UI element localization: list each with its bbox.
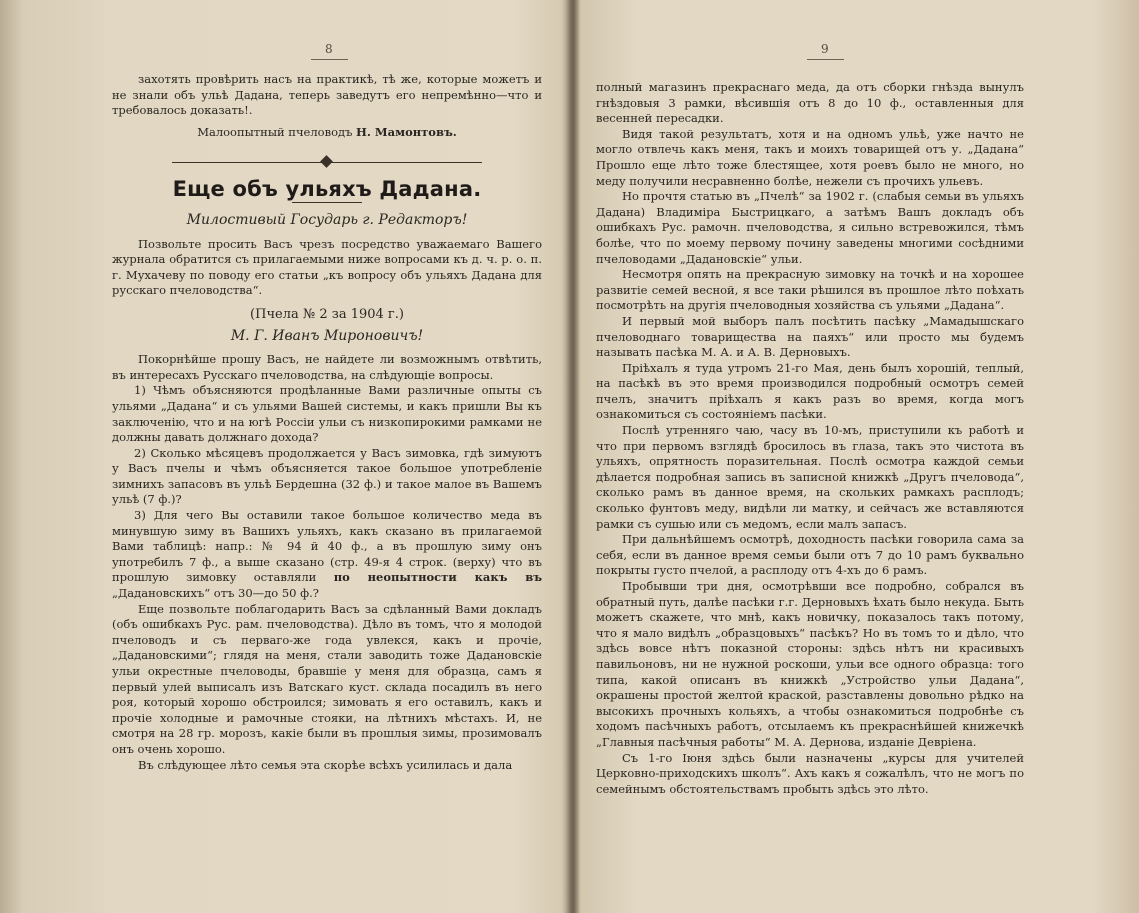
paragraph: Видя такой результатъ, хотя и на одномъ ульѣ, уже начто не могло отвлечь какъ меня, такъ и моихъ товарищей отъ у. „Дадана“ Прошло еще лѣто тоже блестящее, хотя роевъ было не много, но меду получили несравненно болѣе, нежели съ прочихъ ульевъ. [596, 126, 1024, 188]
paragraph: Пріѣхалъ я туда утромъ 21-го Мая, день былъ хорошій, теплый, на пасѣкѣ въ это время производился подробный осмотръ семей пчелъ, значитъ пріѣхалъ я какъ разъ во время, когда могъ ознакомиться съ состояніемъ пасѣки. [596, 360, 1024, 422]
paragraph: Покорнѣйше прошу Васъ, не найдете ли возможнымъ отвѣтить, въ интересахъ Русскаго пчеловодства, на слѣдующіе вопросы. [112, 352, 542, 382]
right-text-column [596, 80, 1024, 797]
diamond-icon [320, 156, 333, 169]
paragraph: Послѣ утренняго чаю, часу въ 10-мъ, приступили къ работѣ и что при первомъ взглядѣ бросилось въ глаза, такъ это чистота въ ульяхъ, опрятность поразительная. Послѣ осмотра каждой семьи дѣлается подробная запись въ записной книжкѣ „Другъ пчеловода“, сколько рамъ въ данное время, на скольких рамкахъ расплодъ; сколько фунтовъ меду, видѣли ли матку, и сейчасъ же вставляются рамки съ сушью или съ медомъ, если малъ запасъ. [596, 423, 1024, 531]
signature [112, 125, 542, 141]
title-rule [292, 202, 362, 203]
question-1: 1) Чѣмъ объясняются продѣланные Вами различные опыты съ ульями „Дадана“ и съ ульями Вашей системы, и какъ пришли Вы къ заключенію, что и на югѣ Россіи ульи съ низкопирокими рамками не должны давать должнаго дохода? [112, 383, 542, 445]
page-number: 8 [325, 42, 334, 56]
page-number: 9 [821, 42, 830, 56]
left-text-column [112, 72, 542, 773]
intro-paragraph: захотять провѣрить насъ на практикѣ, тѣ же, которые можетъ и не знали объ ульѣ Дадана, теперь заведутъ его непремѣнно—что и требовалось доказать!. [112, 72, 542, 118]
question-3-bold: по неопытности какъ въ [333, 570, 543, 585]
paragraph: Пробывши три дня, осмотрѣвши все подробно, собрался въ обратный путь, далѣе пасѣки г.г. Дерновыхъ ѣхать было некуда. Быть можетъ скажете, что мнѣ, какъ новичку, показалось такъ потому, что я мало видѣлъ „образцовыхъ“ пасѣкъ? Но въ томъ то и дѣло, что здѣсь вовсе нѣтъ показной стороны: здѣсь нѣтъ ни красивыхъ павильоновъ, ни не нужной роскоши, ульи все одного образца: того типа, какой описанъ въ книжкѣ „Устройство ульи Дадана“, окрашены простой желтой краской, разставлены довольно рѣдко на высокихъ прочныхъ кольяхъ, а чтобы ознакомиться подробнѣе съ ходомъ пасѣчныхъ работъ, отсылаемъ къ прекраснѣйшей книжечкѣ „Главныя пасѣчныя работы“ М. А. Дернова, изданіе Девріена. [596, 579, 1024, 749]
paragraph: И первый мой выборъ палъ посѣтить пасѣку „Мамадышскаго пчеловоднаго товарищества на паяхъ“ или просто мы будемъ называть пасѣка М. А. и А. В. Дерновыхъ. [596, 313, 1024, 360]
signature-prefix: Малоопытный пчеловодъ [197, 124, 353, 139]
request-paragraph: Позвольте просить Васъ чрезъ посредство уважаемаго Вашего журнала обратится съ прилагаемыми ниже вопросами къ д. ч. р. о. п. г. Мухачеву по поводу его статьи „къ вопросу объ ульяхъ Дадана для русскаго пчеловодства“. [112, 236, 542, 298]
ornament-divider [172, 156, 482, 168]
salutation: Милостивый Государь г. Редакторъ! [186, 211, 468, 228]
paragraph: Несмотря опять на прекрасную зимовку на точкѣ и на хорошее развитіе семей весной, я все таки рѣшился въ прошлое лѣто поѣхать посмотрѣть на другія пчеловодныя хозяйства съ ульями „Дадана“. [596, 267, 1024, 313]
signature-name: Н. Мамонтовъ. [356, 124, 457, 139]
source-reference: (Пчела № 2 за 1904 г.) [250, 306, 404, 322]
question-3 [112, 508, 542, 602]
paragraph: Еще позвольте поблагодарить Васъ за сдѣланный Вами докладъ (объ ошибкахъ Рус. рам. пчеловодства). Дѣло въ томъ, что я молодой пчеловодъ и съ перваго-же года увлекся, какъ и прочіе, „Дадановскими“; глядя на меня, стали заводить тоже Дадановскіе ульи окрестные пчеловоды, бравшіе у меня для образца, самъ я первый улей выписалъ изъ Ватскаго куст. склада посадилъ въ него роя, который хорошо обстроился; зимовать я его оставилъ, какъ и прочіе холодные и рамочные стояки, на лѣтнихъ мѣстахъ. И, не смотря на 28 гр. морозъ, какіе были въ прошлыя зимы, прозимовалъ онъ очень хорошо. [112, 601, 542, 756]
paragraph: Но прочтя статью въ „Пчелѣ“ за 1902 г. (слабыя семьи въ ульяхъ Дадана) Владиміра Быстрицкаго, а затѣмъ Вашъ докладъ объ ошибкахъ Рус. рамочн. пчеловодства, я сильно встревожился, тѣмъ болѣе, что по моему первому почину заведены многими сосѣдними пчеловодами „Дадановскіе“ ульи. [596, 189, 1024, 266]
article-title: Еще объ ульяхъ Дадана. [172, 177, 482, 202]
paragraph: Въ слѣдующее лѣто семья эта скорѣе всѣхъ усилилась и дала [138, 757, 513, 772]
question-3-text: 3) Для чего Вы оставили такое большое количество меда въ минувшую зиму въ Вашихъ ульяхъ, какъ сказано въ прилагаемой Вами таблицѣ: напр.: № 94 й 40 ф., а въ прошлую зиму онъ употребилъ 7 ф., а выше сказано (стр. 49-я 4 строк. (верху) что въ прошлую зимовку оставляли [112, 508, 542, 585]
paragraph: Съ 1-го Іюня здѣсь были назначены „курсы для учителей Церковно-приходскихъ школъ“. Ахъ какъ я сожалѣлъ, что не могъ по семейнымъ обстоятельствамъ пробыть здѣсь это лѣто. [596, 750, 1024, 796]
paragraph: При дальнѣйшемъ осмотрѣ, доходность пасѣки говорила сама за себя, если въ данное время семьи были отъ 7 до 10 рамъ буквально покрыты густо пчелой, а расплоду отъ 4-хъ до 6 рамъ. [596, 532, 1024, 578]
greeting: М. Г. Иванъ Мироновичъ! [230, 327, 424, 344]
question-2: 2) Сколько мѣсяцевъ продолжается у Васъ зимовка, гдѣ зимуютъ у Васъ пчелы и чѣмъ объясняется такое большое употребленіе зимнихъ запасовъ въ ульѣ Бердешна (32 ф.) и такое малое въ Вашемъ ульѣ (7 ф.)? [112, 445, 542, 507]
paragraph: полный магазинъ прекраснаго меда, да отъ сборки гнѣзда вынулъ гнѣздовыя 3 рамки, вѣсившія отъ 8 до 10 ф., оставленныя для весенней пересадки. [596, 80, 1024, 126]
question-3-end: „Дадановскихъ“ отъ 30—до 50 ф.? [112, 586, 319, 601]
